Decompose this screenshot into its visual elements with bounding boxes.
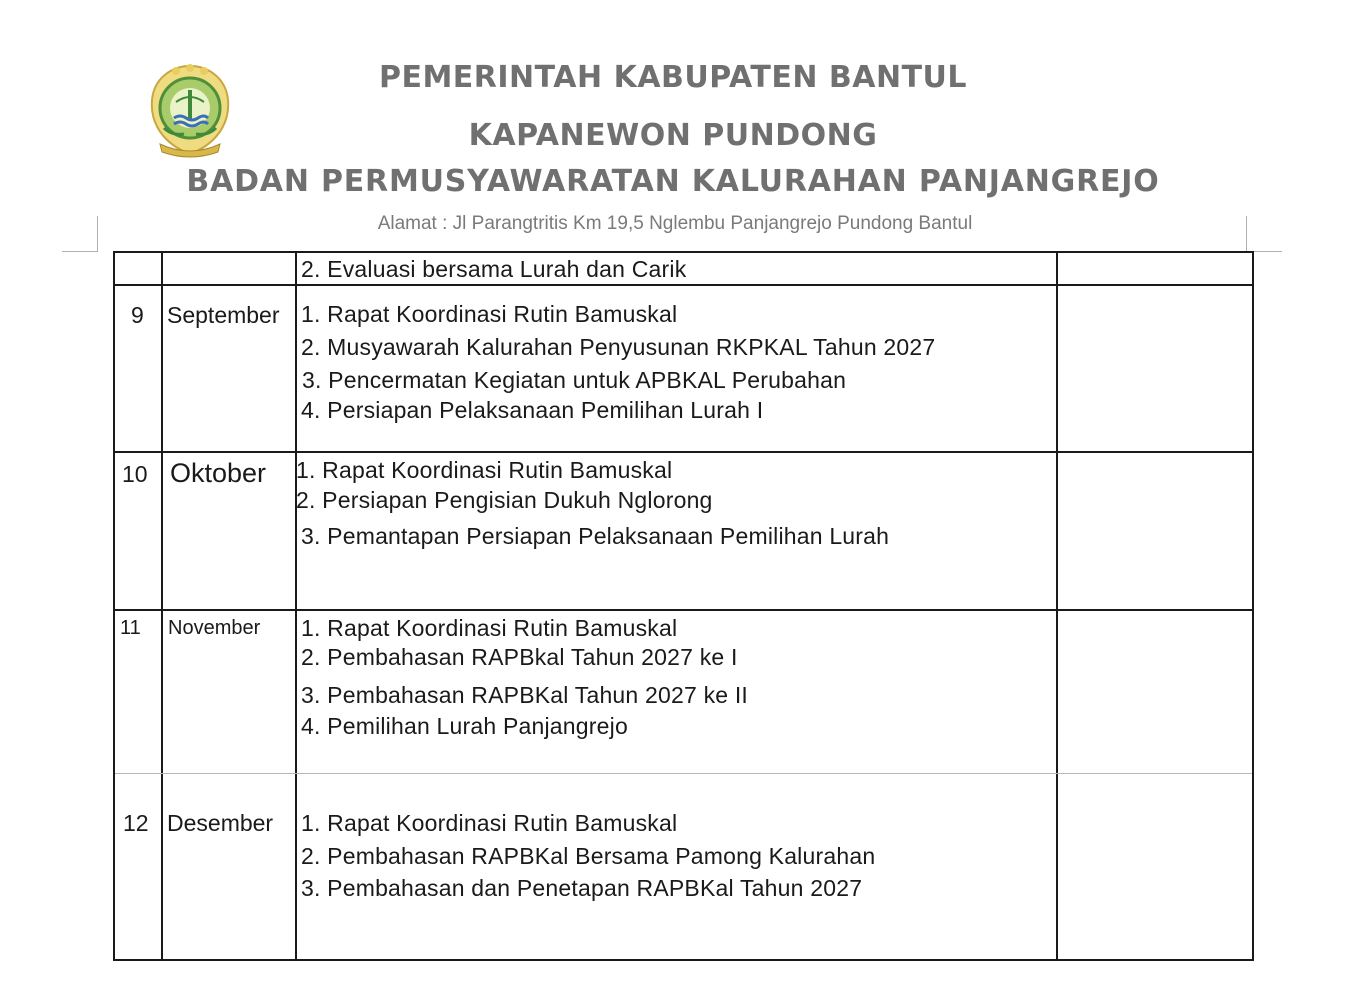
row-number: 9 <box>131 302 144 328</box>
activity-item: 3. Pembahasan RAPBKal Tahun 2027 ke II <box>301 682 749 708</box>
row-month: September <box>167 302 280 328</box>
activity-item: 3. Pencermatan Kegiatan untuk APBKAL Perubahan <box>302 367 847 393</box>
column-divider-no <box>161 253 163 959</box>
row-month: Oktober <box>170 458 267 488</box>
activity-item: 1. Rapat Koordinasi Rutin Bamuskal <box>301 810 678 836</box>
row-number: 11 <box>120 617 141 639</box>
row-month: Desember <box>167 810 274 836</box>
activity-item: 1. Rapat Koordinasi Rutin Bamuskal <box>296 457 673 483</box>
activity-item: 2. Musyawarah Kalurahan Penyusunan RKPKAL Tahun 2027 <box>301 334 936 360</box>
activity-item: 2. Evaluasi bersama Lurah dan Carik <box>301 256 687 282</box>
row-number: 10 <box>122 461 148 487</box>
activity-item: 1. Rapat Koordinasi Rutin Bamuskal <box>301 615 678 641</box>
column-divider-activities <box>1056 253 1058 959</box>
activity-item: 1. Rapat Koordinasi Rutin Bamuskal <box>301 301 678 327</box>
crop-mark-left-vertical <box>97 216 98 251</box>
column-divider-month <box>295 253 297 959</box>
activity-item: 3. Pembahasan dan Penetapan RAPBKal Tahun 2027 <box>301 875 863 901</box>
activity-item: 2. Pembahasan RAPBKal Bersama Pamong Kalurahan <box>301 843 876 869</box>
row-number: 12 <box>123 810 149 836</box>
crop-mark-left-horizontal <box>62 251 98 252</box>
activity-item: 4. Persiapan Pelaksanaan Pemilihan Lurah I <box>301 397 764 423</box>
row-divider <box>115 773 1252 774</box>
letterhead-district: KAPANEWON PUNDONG <box>468 118 878 153</box>
crop-mark-right-vertical <box>1246 216 1247 251</box>
activity-item: 4. Pemilihan Lurah Panjangrejo <box>301 713 628 739</box>
activity-item: 3. Pemantapan Persiapan Pelaksanaan Pemilihan Lurah <box>301 523 890 549</box>
letterhead-government: PEMERINTAH KABUPATEN BANTUL <box>378 60 968 95</box>
row-divider <box>115 284 1252 286</box>
row-divider <box>115 451 1252 453</box>
activity-item: 2. Persiapan Pengisian Dukuh Nglorong <box>296 487 713 513</box>
row-divider <box>115 609 1252 611</box>
schedule-table <box>113 251 1254 961</box>
letterhead-address: Alamat : Jl Parangtritis Km 19,5 Nglembu Panjangrejo Pundong Bantul <box>377 213 973 234</box>
letterhead-council: BADAN PERMUSYAWARATAN KALURAHAN PANJANGREJO <box>186 164 1160 199</box>
row-month: November <box>168 617 261 639</box>
activity-item: 2. Pembahasan RAPBkal Tahun 2027 ke I <box>301 644 738 670</box>
